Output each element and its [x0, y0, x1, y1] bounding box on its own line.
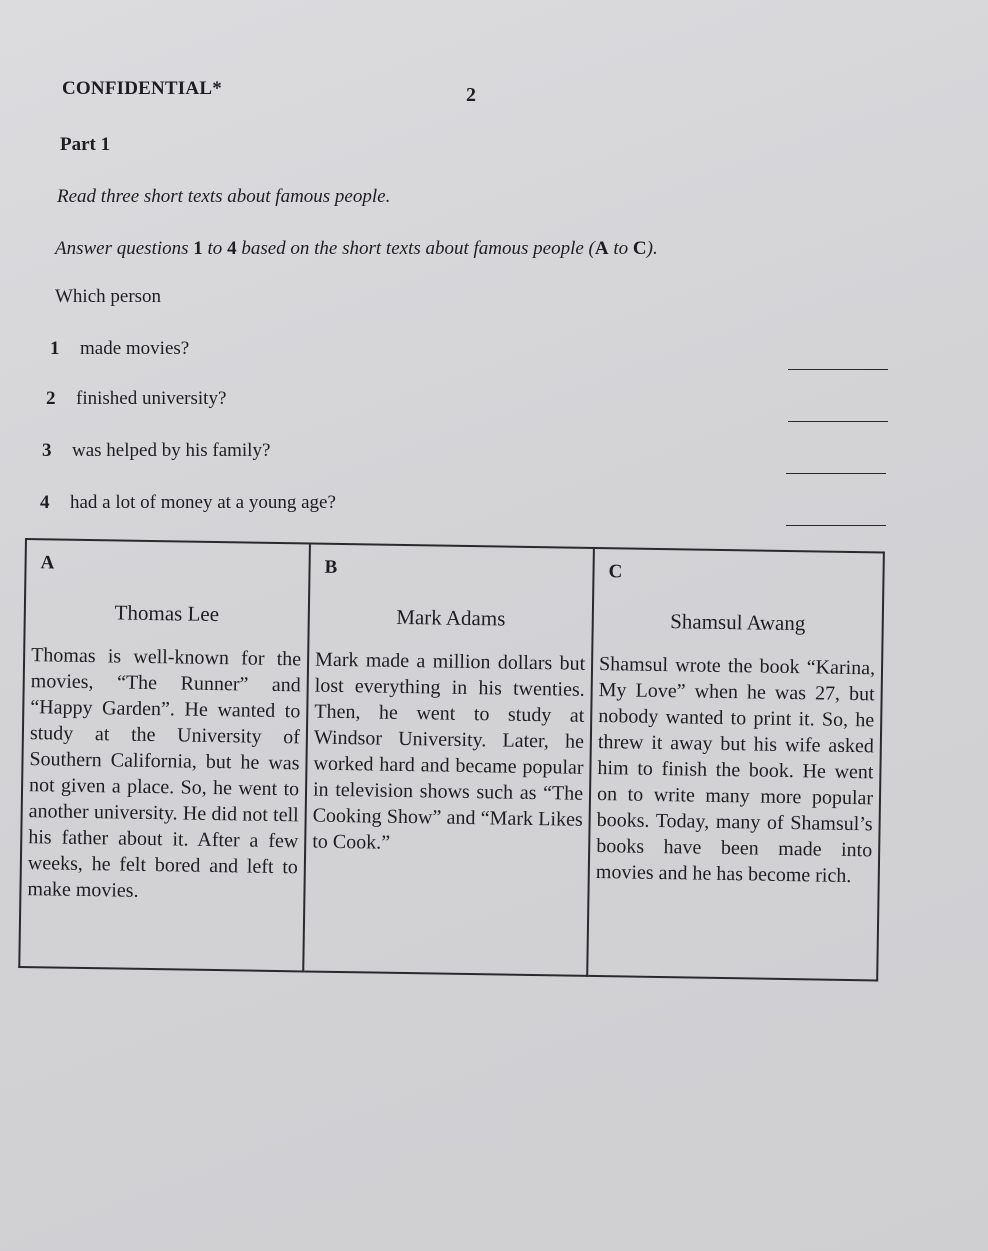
- instruction-answer: Answer questions 1 to 4 based on the short texts about famous people (A to C).: [55, 238, 658, 259]
- page-number: 2: [466, 84, 476, 106]
- confidential-label: CONFIDENTIAL*: [62, 78, 222, 99]
- answer-line-1[interactable]: [788, 369, 888, 370]
- text-cell-b: [303, 543, 594, 975]
- question-text: finished university?: [76, 388, 227, 409]
- text-letter: B: [324, 556, 338, 578]
- person-text: Shamsul wrote the book “Karina, My Love” when he was 27, but nobody wanted to print it. So, he threw it away but his wife asked him to finish the book. He went on to write many more popular books. Today, many of Shamsul’s books have been made into movies and he has become rich.: [595, 653, 876, 888]
- question-text: was helped by his family?: [72, 440, 271, 461]
- instruction-read: Read three short texts about famous people.: [57, 186, 391, 207]
- person-name: Thomas Lee: [114, 600, 220, 627]
- part-title: Part 1: [60, 134, 111, 155]
- question-3: [42, 440, 270, 462]
- famous-people-table: [18, 538, 885, 981]
- question-number: 2: [46, 388, 56, 409]
- answer-line-3[interactable]: [786, 473, 886, 474]
- question-4: [40, 492, 336, 514]
- question-stem: Which person: [55, 286, 162, 307]
- question-text: had a lot of money at a young age?: [70, 492, 336, 513]
- question-text: made movies?: [80, 338, 190, 359]
- answer-line-4[interactable]: [786, 525, 886, 526]
- person-text: Thomas is well-known for the movies, “The Runner” and “Happy Garden”. He wanted to study at the University of Southern California, but he was not given a place. So, he went to another university. He did not tell his father about it. After a few weeks, he felt bored and left to make movies.: [27, 644, 302, 902]
- person-name: Mark Adams: [396, 604, 506, 631]
- question-1: [50, 338, 189, 360]
- question-number: 3: [42, 440, 52, 461]
- texts-table-wrapper: [18, 538, 891, 1002]
- person-name: Shamsul Awang: [670, 609, 806, 636]
- text-letter: C: [608, 561, 623, 583]
- text-letter: A: [40, 552, 55, 574]
- question-number: 4: [40, 492, 50, 513]
- answer-line-2[interactable]: [788, 421, 888, 422]
- text-cell-c: [587, 548, 884, 981]
- text-cell-a: [19, 539, 310, 971]
- table-row: [19, 539, 884, 980]
- question-number: 1: [50, 338, 60, 359]
- person-text: Mark made a million dollars but lost everything in his twenties. Then, he went to study at Windsor University. Later, he worked hard and became popular in television shows such as “The Cooking Show” and “Mark Likes to Cook.”: [312, 648, 586, 854]
- question-2: [46, 388, 226, 410]
